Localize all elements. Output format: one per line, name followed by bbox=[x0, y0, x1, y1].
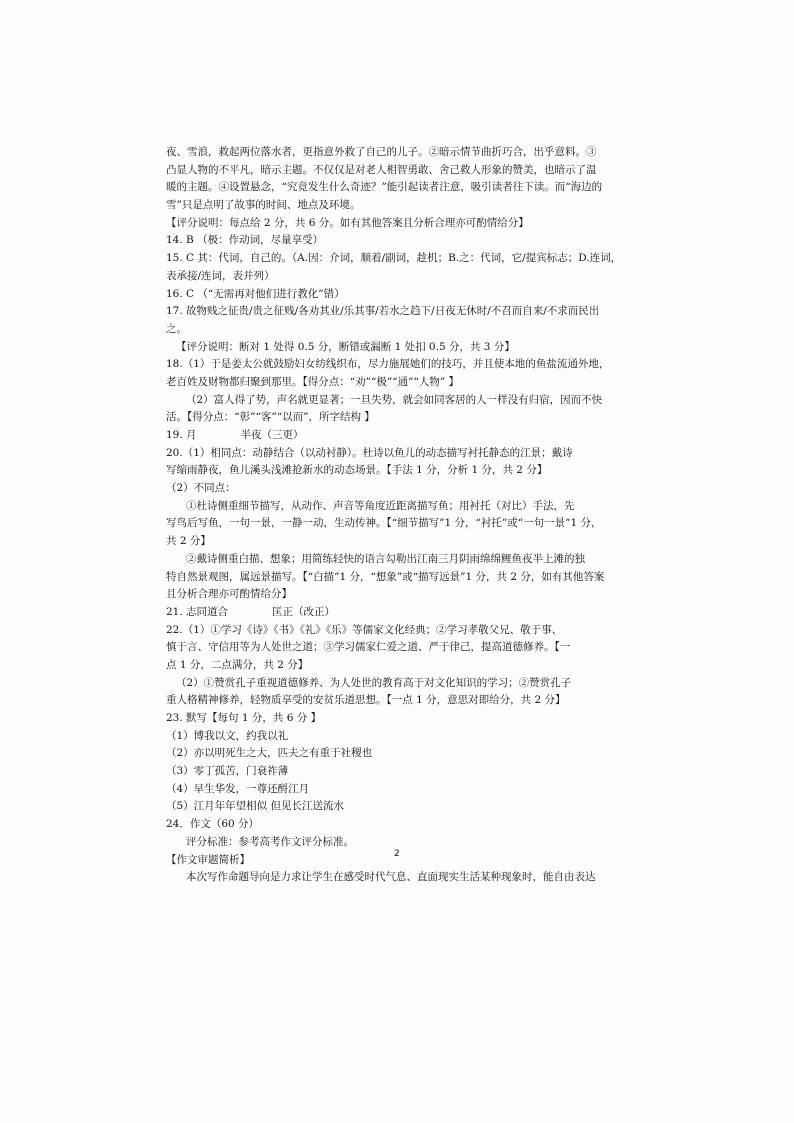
text-line: （2）①赞赏孔子重视道德修养、为人处世的教育高于对文化知识的学习；②赞赏孔子 bbox=[176, 676, 572, 689]
text-line: 暖的主题。④设置悬念，“究竟发生什么奇迹？”能引起读者注意，吸引读者往下读。而“海边的 bbox=[166, 181, 603, 194]
dictation-line: （3）零丁孤苦，门衰祚薄 bbox=[166, 765, 289, 778]
answer-20: 20.（1）相同点：动静结合（以动衬静）。杜诗以鱼儿的动态描写衬托静态的江景；戴诗 bbox=[166, 446, 573, 459]
text-line: （2）不同点： bbox=[166, 482, 236, 495]
text-line: 重人格精神修养，轻物质享受的安贫乐道思想。【一点 1 分，意思对即给分，共 2 分】 bbox=[166, 694, 566, 707]
text-line: 活。【得分点：“彰”“客”“以而”，所字结构 】 bbox=[166, 411, 375, 424]
text-line: 夜、雪浪，救起两位落水者，更指意外救了自己的儿子。②暗示情节曲折巧合，出乎意料。③ bbox=[166, 146, 597, 158]
text-line: （2）富人得了势，声名就更显著；一旦失势，就会如同客居的人一样没有归宿，因而不快 bbox=[186, 393, 603, 406]
text-line: ①杜诗侧重细节描写，从动作、声音等角度近距离描写鱼；用衬托（对比）手法，先 bbox=[186, 499, 575, 512]
answer-22: 22.（1）①学习《诗》《书》《礼》《乐》等儒家文化经典；②学习孝敬父兄、敬于事、 bbox=[166, 623, 563, 636]
scoring-note: 【评分说明：断对 1 处得 0.5 分，断错或漏断 1 处扣 0.5 分，共 3 分】 bbox=[176, 340, 515, 353]
answer-21 bbox=[166, 604, 632, 622]
text-line: 评分标准：参考高考作文评分标准。 bbox=[186, 835, 354, 848]
answer-23: 23. 默写【每句 1 分，共 6 分 】 bbox=[166, 712, 322, 724]
dictation-line: （1）博我以文，约我以礼 bbox=[166, 729, 289, 742]
text-line: 表承接/连词，表并列） bbox=[166, 269, 275, 282]
answer-19-b: 半夜（三更） bbox=[240, 429, 304, 441]
page-number: 2 bbox=[394, 849, 400, 859]
text-line: 写缩雨静夜，鱼儿溪头浅滩抢新水的动态场景。【手法 1 分，分析 1 分，共 2 分】 bbox=[166, 464, 548, 477]
text-line: 本次写作命题导向是力求让学生在感受时代气息、直面现实生活某种现象时，能自由表达 bbox=[186, 871, 596, 884]
answer-15: 15. C 其：代词，自己的。（A.因：介词，顺着/副词，趁机；B.之：代词，它/提宾标志；D.连词， bbox=[166, 252, 622, 265]
answer-19-a: 19. 月 bbox=[166, 429, 197, 441]
text-line: 写鸟后写鱼，一句一景，一静一动，生动传神。【“细节描写”1 分，“衬托”或“一句一景”1 分， bbox=[166, 517, 602, 530]
text-line: 慎于言、守信用等为人处世之道；③学习儒家仁爱之道、严于律己，提高道德修养。【一 bbox=[166, 641, 571, 654]
text-line: 凸显人物的不平凡，暗示主题。不仅仅是对老人相智勇敢、舍己救人形象的赞美，也暗示了温 bbox=[166, 163, 597, 176]
answer-17: 17. 故物贱之征贵/贵之征贱/各劝其业/乐其事/若水之趋下/日夜无休时/不召而自来/不求而民出 bbox=[166, 305, 600, 318]
answer-24: 24．作文（60 分） bbox=[166, 818, 260, 831]
answer-21-a: 21. 志同道合 bbox=[166, 605, 229, 618]
text-line: 共 2 分】 bbox=[166, 535, 211, 548]
answer-14: 14. B （极：作动词，尽量享受） bbox=[166, 234, 324, 247]
dictation-line: （5）江月年年望相似 但见长江送流水 bbox=[166, 800, 345, 813]
answer-text-block bbox=[166, 144, 632, 887]
answer-18: 18.（1）于是姜太公就鼓励妇女纺线织布，尽力施展她们的技巧，并且使本地的鱼盐流通外地， bbox=[166, 358, 610, 371]
answer-19 bbox=[166, 427, 632, 445]
text-line: 点 1 分，二点满分，共 2 分】 bbox=[166, 658, 309, 671]
text-line: 之。 bbox=[166, 322, 187, 335]
text-line: ②戴诗侧重白描、想象；用简练轻快的语言勾勒出江南三月阴雨绵绵鲤鱼夜半上滩的独 bbox=[186, 552, 585, 565]
text-line: 且分析合理亦可酌情给分】 bbox=[166, 588, 292, 601]
text-line: 特自然景观图，属远景描写。【“白描”1 分，“想象”或“描写远景”1 分，共 2 分，如有其他答案 bbox=[166, 570, 605, 583]
dictation-line: （4）早生华发，一尊还酹江月 bbox=[166, 782, 310, 795]
text-line: 雪”只是点明了故事的时间、地点及环境。 bbox=[166, 199, 361, 212]
essay-heading: 【作文审题简析】 bbox=[166, 853, 250, 866]
dictation-line: （2）亦以明死生之大，匹夫之有重于社稷也 bbox=[166, 747, 373, 760]
scoring-note: 【评分说明：每点给 2 分，共 6 分。如有其他答案且分析合理亦可酌情给分】 bbox=[166, 216, 529, 229]
answer-16: 16. C （“无需再对他们进行教化”错） bbox=[166, 287, 345, 300]
answer-21-b: 匡正（改正） bbox=[272, 605, 336, 618]
text-line: 老百姓及财物都归聚到那里。【得分点：“劝”“极”“通”“人物” 】 bbox=[166, 375, 460, 388]
